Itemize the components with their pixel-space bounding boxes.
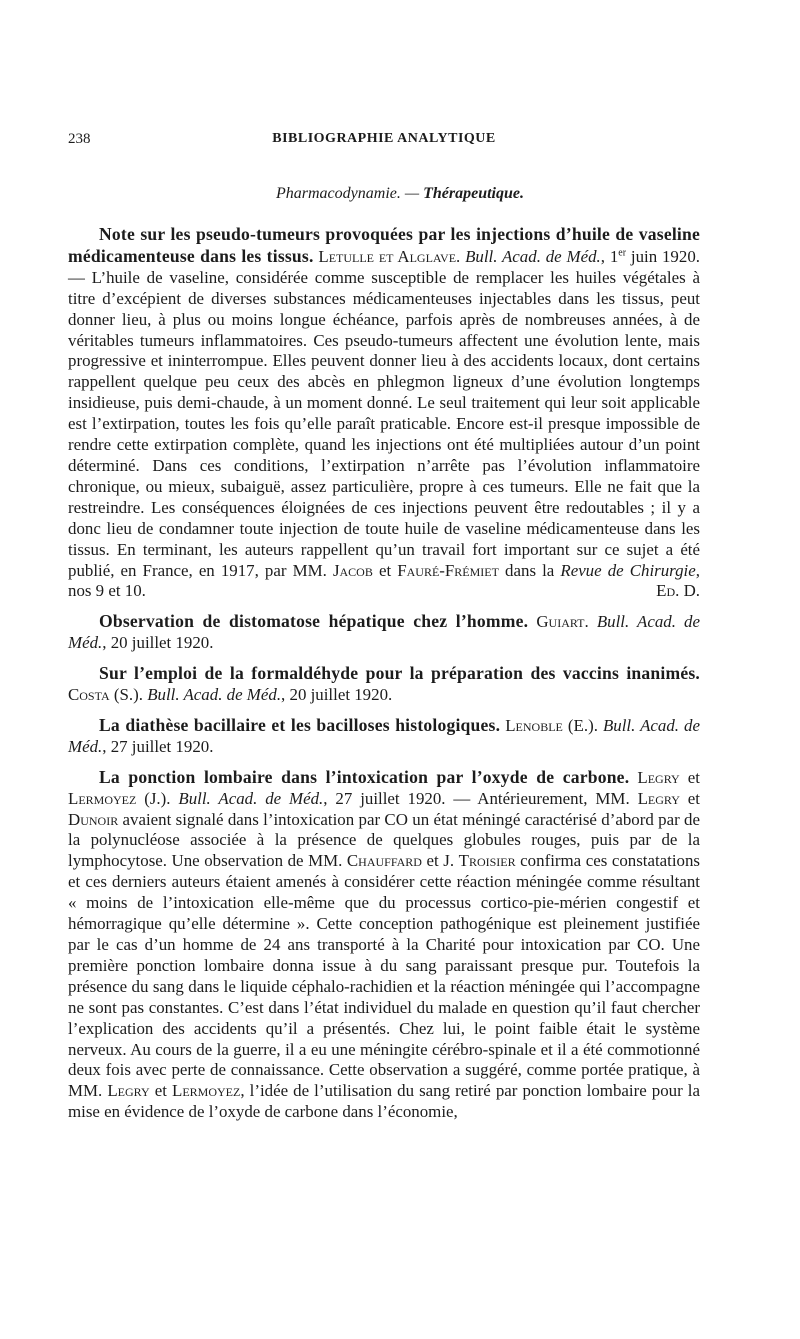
entry-initials: (J.). — [136, 788, 179, 808]
entry-title: Sur l’emploi de la formaldéhyde pour la préparation des vaccins inanimés. — [99, 663, 700, 684]
abstract-text: et — [679, 788, 700, 808]
abstract-text: avaient signalé dans l’intoxication par CO un état méningé caractérisé d’abord par de la polynucléose associée à la présence de quelques globules rouges, puis par de la lymphocytose. Une observation de MM. — [68, 809, 700, 871]
entry-author: Legry — [637, 767, 680, 787]
section-heading-right: Thérapeutique. — [423, 185, 524, 202]
entry-title: Observation de distomatose hépatique chez l’homme. — [99, 611, 529, 632]
entry-title: La ponction lombaire dans l’intoxication par l’oxyde de carbone. — [99, 766, 630, 787]
entry-citation: Bull. Acad. de Méd. — [68, 612, 700, 653]
entry-signature: Ed. D. — [656, 581, 700, 601]
article-body — [68, 224, 700, 1123]
abstract-text: , nos 9 et 10. — [68, 560, 700, 601]
cited-author: Dunoir — [68, 809, 119, 829]
entry-date: , 20 juillet 1920. — [102, 633, 214, 653]
cited-journal: Revue de Chirurgie — [560, 560, 696, 580]
abstract-text: et — [149, 1081, 173, 1101]
entry-citation: Bull. Acad. de Méd. — [147, 685, 282, 705]
cited-author: Troisier — [458, 851, 516, 871]
cited-author: Legry — [637, 788, 680, 808]
entry-date: , 20 juillet 1920. — [281, 685, 393, 705]
abstract-text: dans la — [498, 560, 561, 580]
cited-author: Jacob — [332, 560, 373, 580]
bibliography-entry — [68, 715, 700, 758]
abstract-text: confirma ces constatations et ces derniers auteurs étaient amenés à considérer cette réaction méningée comme résultant « moins de l’intoxication elle-même que du processus cortico-pie-mérien congestif et hémorragique qu’elle détermine ». Cette conception pathogénique est pleinement justifiée par le cas d’un homme de 24 ans transporté à la Charité pour intoxication par CO. Une première ponction lombaire donna issue à du sang paraissant presque pur. Toutefois la présence du sang dans le liquide céphalo-rachidien et la réaction méningée qui l’accompagne ne sont pas constantes. C’est dans l’état individuel du malade en question qu’il faut chercher l’explication des accidents qu’il a présentés. Chez lui, le point faible était le système nerveux. Au cours de la guerre, il a eu une méningite cérébro-spinale et il a été commotionné deux fois avec perte de connaissance. Cette observation a suggéré, comme portée pratique, à MM. — [68, 851, 701, 1101]
entry-initials: (S.). — [109, 685, 148, 705]
entry-initials: (E.). — [562, 715, 603, 735]
cited-author: Fauré-Frémiet — [397, 560, 499, 580]
bibliography-entry — [68, 611, 700, 654]
entry-abstract: — L’huile de vaseline, considérée comme susceptible de remplacer les huiles végétales à titre d’excépient de diverses substances médicamenteuses injectables dans les tissus, peut donner lieu, à plus ou moins longue échéance, parfois après de nombreuses années, à de véritables tumeurs inflammatoires. Ces pseudo-tumeurs affectent une évolution lente, mais progressive et ininterrompue. Elles peuvent donner lieu à des accidents locaux, dont certains rappellent quelque peu ceux des abcès en phlegmon ligneux d’une évolution longtemps insidieuse, puis demi-chaude, à un moment donné. Le seul traitement qui leur soit applicable est l’extirpation, toutes les fois qu’elle paraît praticable. Encore est-il presque impossible de rendre cette extirpation complète, quand les injections ont été multipliées autour d’un point déterminé. Dans ces conditions, l’extirpation n’arrête pas l’évolution inflammatoire chronique, ou mieux, subaiguë, assez particulière, propre à ces tumeurs. Elle ne fait que la restreindre. Les conséquences éloignées de ces injections peuvent être redoutables ; il y a donc lieu de condamner toute injection de toute huile de vaseline médicamenteuse dans les tissus. En terminant, les auteurs rappellent qu’un travail fort important sur ce sujet a été publié, en France, en 1917, par MM. — [68, 267, 700, 580]
bibliography-entry — [68, 767, 700, 1123]
abstract-text: , l’idée de l’utilisation du sang retiré par ponction lombaire pour la mise en évidence de l’oxyde de carbone dans l’économie, — [68, 1081, 700, 1122]
section-heading-left: Pharmacodynamie. — — [276, 185, 424, 202]
entry-date: , 27 juillet 1920. — [323, 788, 446, 808]
entry-date: , 27 juillet 1920. — [102, 736, 214, 756]
running-head — [68, 131, 700, 151]
entry-title: La diathèse bacillaire et les bacilloses histologiques. — [99, 714, 501, 735]
bibliography-entry: Note sur les pseudo-tumeurs provoquées par les injections d’huile de vaseline médicamenteuse dans les tissus. Letulle et Alglave. Bull. Acad. de Méd., 1er juin 1920. — L’huile de vaseline, considérée comme susceptible de remplacer les huiles végétales à titre d’excépient de diverses substances médicamenteuses injectables dans les tissus, peut donner lieu, à plus ou moins longue échéance, parfois après de nombreuses années, à de véritables tumeurs inflammatoires. Ces pseudo-tumeurs affectent une évolution lente, mais progressive et ininterrompue. Elles peuvent donner lieu à des accidents locaux, dont certains rappellent quelque peu ceux des abcès en phlegmon ligneux d’une évolution longtemps insidieuse, puis demi-chaude, à un moment donné. Le seul traitement qui leur soit applicable est l’extirpation, toutes les fois qu’elle paraît praticable. Encore est-il presque impossible de rendre cette extirpation complète, quand les injections ont été multipliées autour d’un point déterminé. Dans ces conditions, l’extirpation n’arrête pas l’évolution inflammatoire chronique, ou mieux, subaiguë, assez particulière, propre à ces tumeurs. Elle ne fait que la restreindre. Les conséquences éloignées de ces injections peuvent être redoutables ; il y a donc lieu de condamner toute injection de toute huile de vaseline médicamenteuse dans les tissus. En terminant, les auteurs rappellent qu’un travail fort important sur ce sujet a été publié, en France, en 1917, par MM. Jacob et Fauré-Frémiet dans la Revue de Chirurgie, nos 9 et 10. Ed. D. — [68, 224, 700, 601]
entry-citation: Bull. Acad. de Méd. — [465, 246, 601, 266]
entry-authors: Guiart. — [536, 612, 589, 632]
section-heading — [0, 185, 800, 203]
entry-authors-sep: et — [679, 767, 700, 787]
entry-citation: Bull. Acad. de Méd. — [178, 788, 324, 808]
abstract-text: et J. — [421, 851, 459, 871]
entry-authors: Costa — [68, 685, 110, 705]
cited-author: Legry — [107, 1081, 150, 1101]
abstract-text: et — [372, 560, 398, 580]
entry-title: Note sur les pseudo-tumeurs provoquées par les injections d’huile de vaseline médicamenteuse dans les tissus. — [68, 224, 700, 266]
cited-author: Lermoyez — [172, 1081, 241, 1101]
entry-date-sup: er — [618, 247, 627, 259]
entry-author: Lermoyez — [68, 788, 137, 808]
entry-authors: Letulle et Alglave. — [318, 246, 461, 266]
entry-authors: Lenoble — [505, 715, 563, 735]
entry-date-day: 1 — [609, 246, 619, 266]
entry-date-rest: juin 1920. — [626, 246, 700, 266]
entry-citation: Bull. Acad. de Méd. — [68, 715, 700, 756]
running-title: BIBLIOGRAPHIE ANALYTIQUE — [272, 131, 496, 146]
abstract-text: — Antérieurement, MM. — [445, 788, 638, 808]
cited-author: Chauffard — [346, 851, 422, 871]
bibliography-entry — [68, 663, 700, 706]
page-number: 238 — [68, 131, 91, 147]
